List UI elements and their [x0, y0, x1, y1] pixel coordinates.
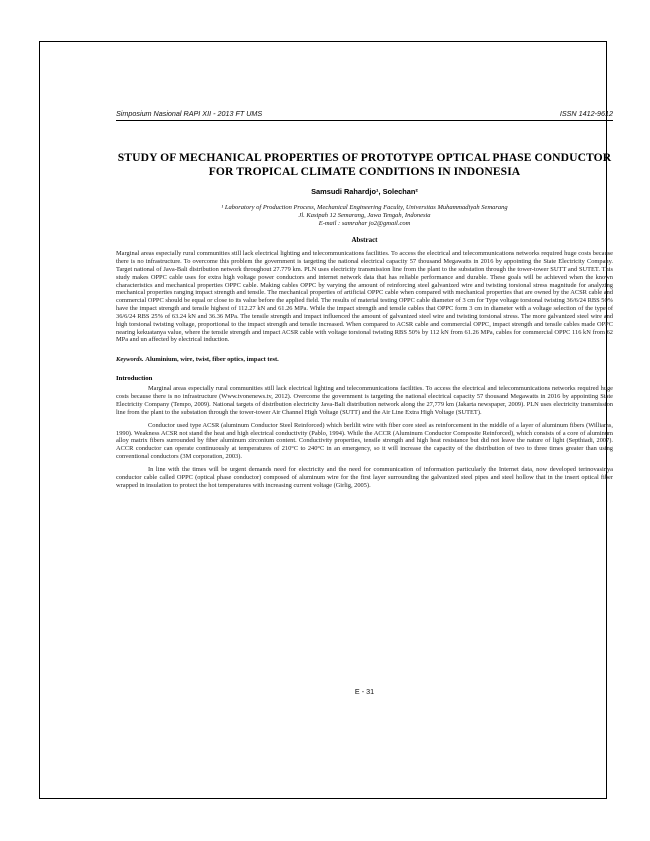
introduction-heading: Introduction	[116, 375, 153, 383]
author-affiliation	[116, 204, 613, 228]
abstract-heading: Abstract	[351, 236, 378, 245]
running-header	[116, 109, 613, 121]
introduction-paragraph: In line with the times will be urgent demands need for electricity and the need for communication of information particularly the Internet data, now developed terinovasinya conductor cable called OPPC (optical phase conductor) composed of aluminum wire for the first layer surrounding the galvanized steel pipes and steel hollow that in the insert optical fiber wrapped in insulation to protect the hot temperatures with increasing current voltage (Girlig, 2005).	[116, 465, 613, 489]
affiliation-address: Jl. Kasipah 12 Semarang, Jawa Tengah, Indonesia	[298, 212, 431, 220]
page-content	[116, 109, 613, 696]
page-number: E - 31	[354, 687, 375, 696]
introduction-paragraph: Marginal areas especially rural communities still lack electrical lighting and telecommunications facilities. To access the electrical and telecommunications networks required huge costs because there is no infrastructure (Www.tvonenews.tv, 2012). Overcome the government is targeting the national electrical capacity 57 thousand Megawatts in 2016 by appointing State Electricity Company (Tempo, 2009). National targets of distribution electricity Java-Bali distribution network along the 27,779 km (Jakarta newspaper, 2009). PLN uses electricity transmission line from the plant to the substation through the tower-tower Air Channel High Voltage (SUTT) and the Air Line Extra High Voltage (SUTET).	[116, 385, 613, 416]
keywords-line	[116, 356, 613, 363]
header-issn: ISSN 1412-9612	[559, 109, 613, 118]
introduction-paragraph: Conductor used type ACSR (aluminum Conductor Steel Reinforced) which berlilit wire with fiber core steel as reinforcement in the middle of a layer of aluminum fibers (Williams, 1990). Weakness ACSR not stand the heat and high electrical conductivity (Pablo, 1994). While the ACCR (Aluminum Conductor Composite Reinforced), which consists of a core of aluminum alloy matrix fibers surrounded by fiber aluminum zirconium content. Conductivity properties, tensile strength and high heat resistance but did not leave the nature of light (Septhiadi, 2007). ACCR conductor can operate continuously at temperatures of 210°C to 240°C in an emergency, so it will increase the capacity of the distribution of two to three times greater than using conventional conductors (3M corporation, 2003).	[116, 421, 613, 461]
abstract-text: Marginal areas especially rural communities still lack electrical lighting and telecommunications facilities. To access the electrical and telecommunications networks required huge costs because there is no infrastructure. To overcome this problem the government is targeting the national electrical capacity 57 thousand Megawatts in 2016 by appointing the State Electricity Company. Target national of Java-Bali distribution network throughout 27.779 km. PLN uses electricity transmission line from the plant to the substation through the tower-tower SUTT and SUTET. This study makes OPPC cable uses for extra high voltage power conductors and internet network data that has reliable performance and durable. These goals will be achieved when the known characteristics and mechanical properties OPPC cable. Making cables OPPC by varying the amount of reinforcing steel galvanized wire and twisting torsional stress magnitude for analyzing mechanical properties ranging impact strength and tensile. The mechanical properties of artificial OPPC cable when compared with mechanical properties that are owned by the ACSR cable and commercial OPPC should be equal or close to its value before the applied field. The results of material testing OPPC cable diameter of 3 cm for Type voltage torsional twisting 36/6/24 RBS 50% have the impact strength and tensile highest of 112.27 kN and 61.26 MPa. While the impact strength and tensile cables that OPPC form 3 cm in diameter with a voltage selection of the type of 36/6/24 RBS 25% of 63.24 kN and 36.36 MPa. The tensile strength and impact influenced the amount of galvanized steel wire and twisting torsional stress. The more galvanized steel wire and high torsional twisting voltage, proportional to the impact strength and tensile increased. When compared to ACSR cable and commercial OPPC, impact strength and tensile cables made OPPC nearing kekuatanya value, where the tensile strength and impact ACSR cable with voltage torsional twisting RBS 50% by 112 kN from 61.26 MPa, cables for commercial OPPC 116 kN from 62 MPa and un affected by electrical induction.	[116, 250, 613, 344]
affiliation-institution: ¹ Laboratory of Production Process, Mechanical Engineering Faculty, Universitas Muhammadiyah Semarang	[221, 204, 508, 212]
keywords-text: Aluminium, wire, twist, fiber optics, impact test.	[145, 356, 279, 364]
affiliation-email: E-mail : samrahar jo2@gmail.com	[318, 220, 411, 228]
header-proceedings-name: Simposium Nasional RAPI XII - 2013 FT UMS	[116, 109, 263, 118]
paper-title: STUDY OF MECHANICAL PROPERTIES OF PROTOTYPE OPTICAL PHASE CONDUCTOR FOR TROPICAL CLIMATE CONDITIONS IN INDONESIA	[117, 151, 612, 178]
paper-authors: Samsudi Rahardjo¹, Solechan²	[311, 187, 418, 197]
paper-page	[39, 41, 613, 799]
keywords-label: Keywords.	[116, 356, 144, 364]
